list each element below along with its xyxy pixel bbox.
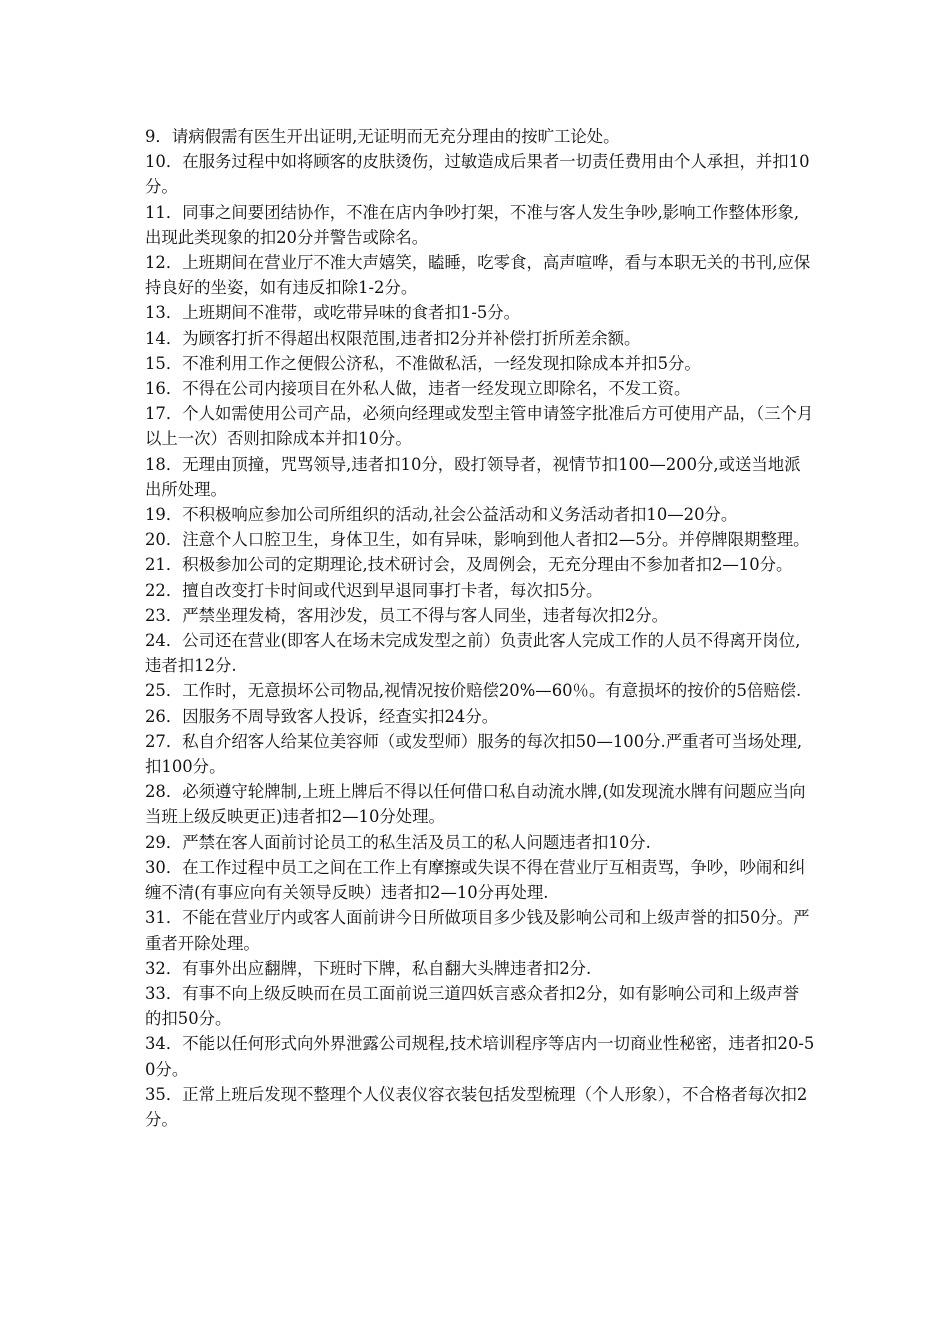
rule-item-34: 34．不能以任何形式向外界泄露公司规程,技术培训程序等店内一切商业性秘密，违者扣20-50分。 (145, 1034, 815, 1079)
rule-item-30: 30．在工作过程中员工之间在工作上有摩擦或失误不得在营业厅互相责骂，争吵，吵闹和纠缠不清(有事应向有关领导反映）违者扣2—10分再处理. (145, 857, 806, 903)
rule-item-22: 22．擅自改变打卡时间或代迟到早退同事打卡者，每次扣5分。 (145, 580, 603, 600)
rule-item-23: 23．严禁坐理发椅，客用沙发，员工不得与客人同坐，违者每次扣2分。 (145, 605, 669, 625)
rule-item-27: 27．私自介绍客人给某位美容师（或发型师）服务的每次扣50—100分.严重者可当场处理,扣100分。 (145, 731, 803, 777)
rule-item-35: 35．正常上班后发现不整理个人仪表仪容衣装包括发型梳理（个人形象），不合格者每次扣2分。 (145, 1084, 808, 1129)
rule-item-13: 13．上班期间不准带，或吃带异味的食者扣1-5分。 (145, 303, 521, 323)
rule-item-14: 14．为顾客打折不得超出权限范围,违者扣2分并补偿打折所差余额。 (145, 328, 641, 348)
rule-item-29: 29．严禁在客人面前讨论员工的私生活及员工的私人问题违者扣10分. (145, 832, 651, 852)
rule-item-32: 32．有事外出应翻牌，下班时下牌，私自翻大头牌违者扣2分. (145, 958, 592, 978)
rule-item-25: 25．工作时，无意损坏公司物品,视情况按价赔偿20%—60％。有意损坏的按价的5倍赔偿. (145, 681, 802, 701)
rule-item-19: 19．不积极响应参加公司所组织的活动,社会公益活动和义务活动者扣10—20分。 (145, 505, 738, 525)
rule-item-18: 18．无理由顶撞，咒骂领导,违者扣10分，殴打领导者，视情节扣100—200分,或送当地派出所处理。 (145, 454, 801, 499)
rule-item-11: 11．同事之间要团结协作，不准在店内争吵打架，不准与客人发生争吵,影响工作整体形象,出现此类现象的扣20分并警告或除名。 (145, 202, 800, 247)
rule-item-31: 31．不能在营业厅内或客人面前讲今日所做项目多少钱及影响公司和上级声誉的扣50分。严重者开除处理。 (145, 908, 810, 953)
rule-item-10: 10．在服务过程中如将顾客的皮肤烫伤，过敏造成后果者一切责任费用由个人承担，并扣10分。 (145, 152, 810, 197)
rule-item-16: 16．不得在公司内接项目在外私人做，违者一经发现立即除名，不发工资。 (145, 379, 691, 399)
rule-item-15: 15．不准利用工作之便假公济私，不准做私活，一经发现扣除成本并扣5分。 (145, 353, 701, 373)
document-body (145, 124, 815, 1132)
rule-item-9: 9．请病假需有医生开出证明,无证明而无充分理由的按旷工论处。 (145, 127, 620, 146)
rule-item-26: 26．因服务不周导致客人投诉，经查实扣24分。 (145, 706, 499, 726)
rule-item-21: 21．积极参加公司的定期理论,技术研讨会，及周例会，无充分理由不参加者扣2—10分。 (145, 555, 793, 575)
rule-item-28: 28．必须遵守轮牌制,上班上牌后不得以任何借口私自动流水牌,(如发现流水牌有问题应当向当班上级反映更正)违者扣2—10分处理。 (145, 782, 806, 827)
rule-item-24: 24．公司还在营业(即客人在场未完成发型之前）负责此客人完成工作的人员不得离开岗位,违者扣12分. (145, 631, 801, 676)
rule-item-17: 17．个人如需使用公司产品，必须向经理或发型主管申请签字批准后方可使用产品，（三个月以上一次）否则扣除成本并扣10分。 (145, 404, 814, 449)
rule-item-33: 33．有事不向上级反映而在员工面前说三道四妖言惑众者扣2分，如有影响公司和上级声誉的扣50分。 (145, 983, 800, 1029)
rule-item-12: 12．上班期间在营业厅不准大声嬉笑，瞌睡，吃零食，高声喧哗，看与本职无关的书刊,应保持良好的坐姿，如有违反扣除1-2分。 (145, 253, 811, 298)
rule-item-20: 20．注意个人口腔卫生，身体卫生，如有异味，影响到他人者扣2—5分。并停牌限期整理。 (145, 530, 810, 550)
